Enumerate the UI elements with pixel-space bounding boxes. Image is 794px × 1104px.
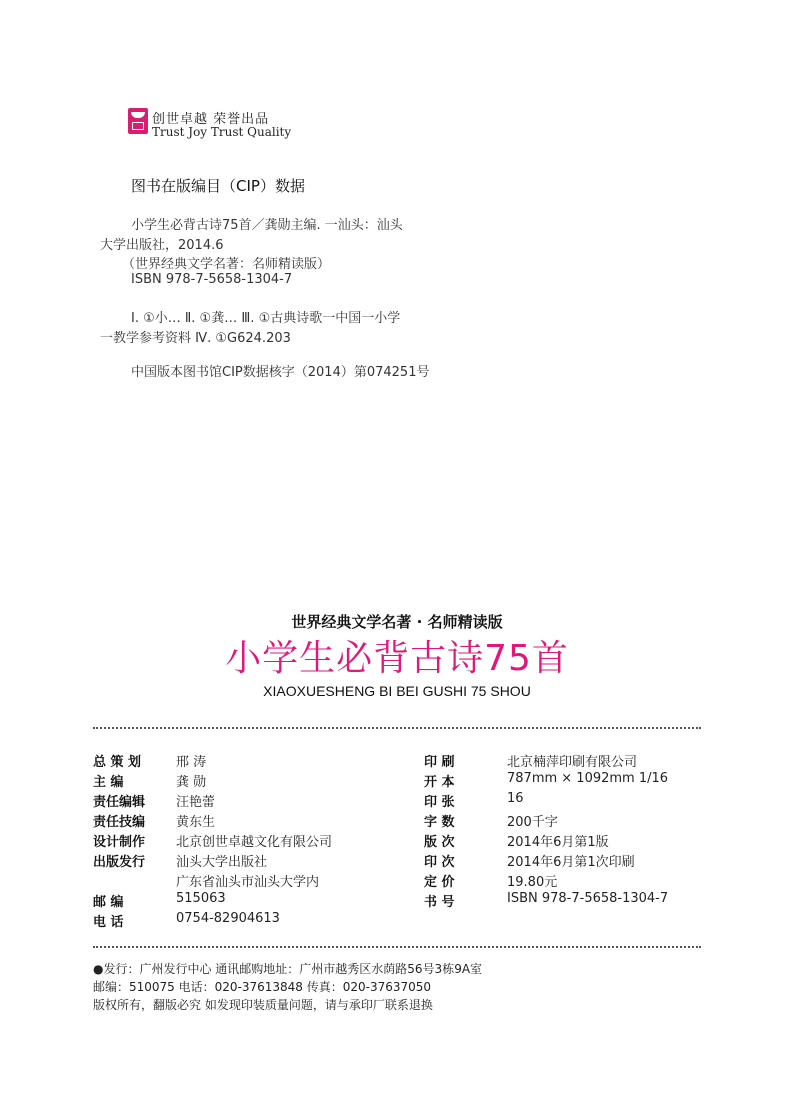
brand-slogan-en: Trust Joy Trust Quality [152, 125, 292, 139]
credit-label: 印 次 [424, 855, 455, 870]
divider-bottom [93, 946, 701, 948]
credit-label: 印 张 [424, 795, 455, 810]
copyright-notice: 版权所有，翻版必究 如发现印装质量问题，请与承印厂联系退换 [93, 998, 433, 1012]
credit-label: 主 编 [93, 775, 124, 790]
credit-label: 字 数 [424, 815, 455, 830]
credit-value: 龚 勋 [176, 775, 207, 790]
cip-line: 一教学参考资料 Ⅳ. ①G624.203 [100, 331, 291, 346]
credit-label: 版 次 [424, 835, 455, 850]
credit-value: 广东省汕头市汕头大学内 [176, 875, 320, 890]
credit-value: ISBN 978-7-5658-1304-7 [507, 891, 669, 906]
credit-label: 邮 编 [93, 895, 124, 910]
contact-info: 邮编：510075 电话：020-37613848 传真：020-37637050 [93, 980, 432, 994]
brand-slogan-cn: 创世卓越 荣誉出品 [152, 112, 270, 127]
series-title: 世界经典文学名著 · 名师精读版 [291, 613, 503, 631]
credit-value: 787mm × 1092mm 1/16 [507, 771, 669, 786]
cip-data-number: 中国版本图书馆CIP数据核字（2014）第074251号 [131, 365, 430, 380]
credit-value: 汕头大学出版社 [176, 855, 268, 870]
credit-label: 印 刷 [424, 755, 455, 770]
book-title-pinyin: XIAOXUESHENG BI BEI GUSHI 75 SHOU [263, 683, 531, 699]
credit-value: 汪艳蕾 [176, 795, 216, 810]
credit-value: 19.80元 [507, 875, 558, 890]
credit-value: 邢 涛 [176, 755, 207, 770]
book-title: 小学生必背古诗75首 [225, 638, 569, 679]
credit-label: 书 号 [424, 895, 455, 910]
credit-value: 16 [507, 791, 524, 806]
credit-label: 总 策 划 [93, 755, 142, 770]
divider-top [93, 727, 701, 729]
credit-label: 开 本 [424, 775, 455, 790]
credit-value: 0754-82904613 [176, 911, 280, 926]
credit-label: 出版发行 [93, 855, 146, 870]
cip-line: Ⅰ. ①小… Ⅱ. ①龚… Ⅲ. ①古典诗歌一中国一小学 [131, 311, 401, 326]
credit-value: 200千字 [507, 815, 558, 830]
credit-label: 设计制作 [93, 835, 146, 850]
publisher-logo [128, 108, 148, 134]
cip-line: ISBN 978-7-5658-1304-7 [131, 272, 293, 287]
credit-value: 2014年6月第1次印刷 [507, 855, 635, 870]
cip-line: 小学生必背古诗75首／龚勋主编. 一汕头：汕头 [131, 218, 403, 233]
credit-value: 北京楠萍印刷有限公司 [507, 755, 638, 770]
cip-line: （世界经典文学名著：名师精读版） [122, 257, 331, 272]
credit-value: 2014年6月第1版 [507, 835, 609, 850]
credit-value: 北京创世卓越文化有限公司 [176, 835, 333, 850]
distribution-info: ●发行：广州发行中心 通讯邮购地址：广州市越秀区水荫路56号3栋9A室 [93, 962, 483, 976]
credit-label: 电 话 [93, 915, 124, 930]
credit-value: 515063 [176, 891, 226, 906]
credit-value: 黄东生 [176, 815, 216, 830]
credit-label: 责任编辑 [93, 795, 146, 810]
cip-heading: 图书在版编目（CIP）数据 [131, 177, 305, 195]
credit-label: 定 价 [424, 875, 455, 890]
cip-line: 大学出版社，2014.6 [100, 238, 224, 253]
credit-label: 责任技编 [93, 815, 146, 830]
